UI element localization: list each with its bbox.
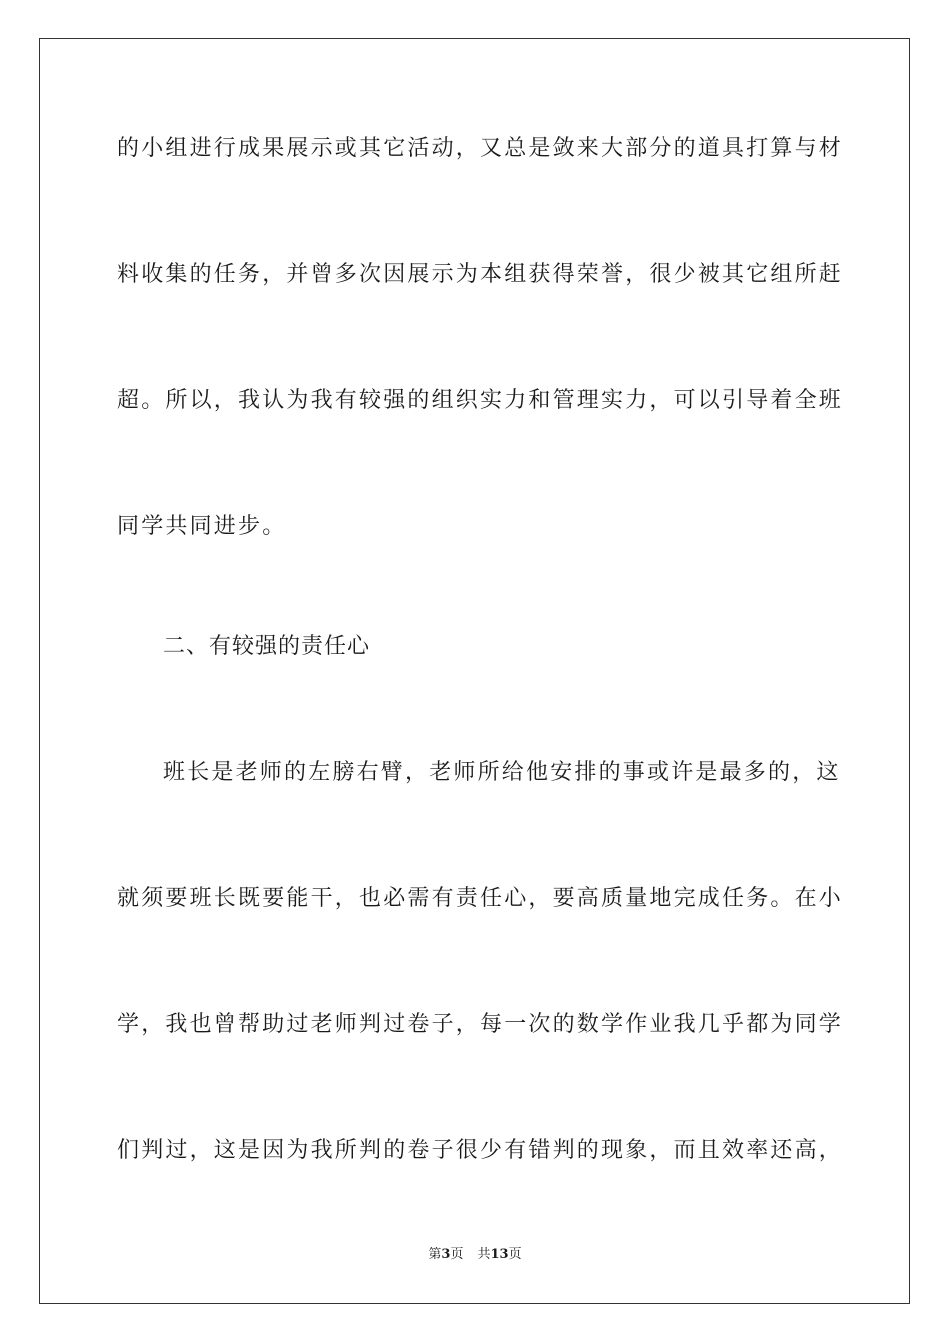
total-suffix: 页 — [508, 1247, 522, 1262]
page-footer — [0, 1246, 950, 1264]
paragraph-line: 们判过，这是因为我所判的卷子很少有错判的现象，而且效率还高， — [117, 1138, 844, 1163]
paragraph-line: 料收集的任务，并曾多次因展示为本组获得荣誉，很少被其它组所赶 — [117, 262, 844, 287]
total-pages: 13 — [490, 1247, 509, 1262]
page-suffix: 页 — [450, 1247, 464, 1262]
page-number: 3 — [441, 1247, 451, 1262]
paragraph-line: 的小组进行成果展示或其它活动，又总是敛来大部分的道具打算与材 — [117, 136, 844, 161]
paragraph-line: 超。所以，我认为我有较强的组织实力和管理实力，可以引导着全班 — [117, 388, 844, 413]
page-border — [39, 38, 910, 1304]
paragraph-line: 就须要班长既要能干，也必需有责任心，要高质量地完成任务。在小 — [117, 886, 844, 911]
total-prefix: 共 — [477, 1247, 491, 1262]
section-heading: 二、有较强的责任心 — [163, 634, 371, 659]
paragraph-line: 同学共同进步。 — [117, 514, 287, 539]
paragraph-line: 班长是老师的左膀右臂，老师所给他安排的事或许是最多的，这 — [163, 760, 841, 785]
page-prefix: 第 — [428, 1247, 442, 1262]
paragraph-line: 学，我也曾帮助过老师判过卷子，每一次的数学作业我几乎都为同学 — [117, 1012, 844, 1037]
